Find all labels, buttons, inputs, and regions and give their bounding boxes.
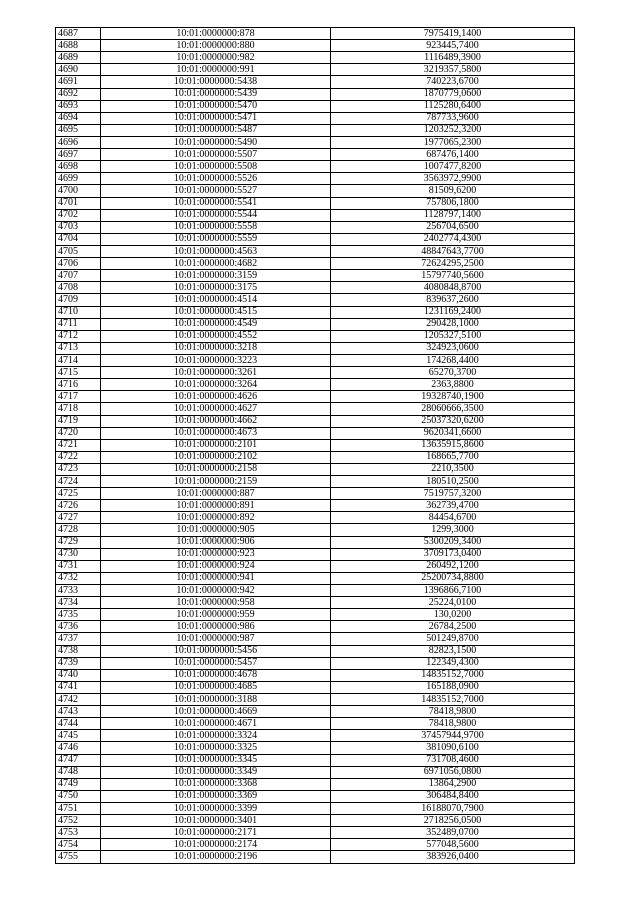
table-row xyxy=(56,28,575,40)
cadastral-value: 14835152,7000 xyxy=(331,669,575,681)
cadastral-value: 757806,1800 xyxy=(331,197,575,209)
cadastral-value: 165188,0900 xyxy=(331,681,575,693)
cadastral-value: 577048,5600 xyxy=(331,839,575,851)
row-number: 4731 xyxy=(56,560,101,572)
row-number: 4745 xyxy=(56,730,101,742)
table-row xyxy=(56,233,575,245)
row-number: 4728 xyxy=(56,524,101,536)
cadastral-number: 10:01:0000000:3223 xyxy=(101,354,331,366)
cadastral-number: 10:01:0000000:4549 xyxy=(101,318,331,330)
cadastral-value: 25037320,6200 xyxy=(331,415,575,427)
cadastral-number: 10:01:0000000:5544 xyxy=(101,209,331,221)
table-row xyxy=(56,488,575,500)
cadastral-value: 2402774,4300 xyxy=(331,233,575,245)
row-number: 4748 xyxy=(56,766,101,778)
table-row xyxy=(56,100,575,112)
row-number: 4708 xyxy=(56,282,101,294)
table-row xyxy=(56,318,575,330)
row-number: 4734 xyxy=(56,597,101,609)
row-number: 4739 xyxy=(56,657,101,669)
row-number: 4695 xyxy=(56,124,101,136)
cadastral-value: 362739,4700 xyxy=(331,500,575,512)
row-number: 4713 xyxy=(56,342,101,354)
row-number: 4694 xyxy=(56,112,101,124)
cadastral-number: 10:01:0000000:4552 xyxy=(101,330,331,342)
table-row xyxy=(56,306,575,318)
cadastral-value: 687476,1400 xyxy=(331,149,575,161)
row-number: 4691 xyxy=(56,76,101,88)
row-number: 4726 xyxy=(56,500,101,512)
row-number: 4746 xyxy=(56,742,101,754)
row-number: 4747 xyxy=(56,754,101,766)
cadastral-number: 10:01:0000000:982 xyxy=(101,52,331,64)
cadastral-number: 10:01:0000000:3369 xyxy=(101,790,331,802)
row-number: 4725 xyxy=(56,488,101,500)
cadastral-value: 290428,1000 xyxy=(331,318,575,330)
row-number: 4741 xyxy=(56,681,101,693)
table-row xyxy=(56,451,575,463)
cadastral-value: 787733,9600 xyxy=(331,112,575,124)
row-number: 4714 xyxy=(56,354,101,366)
row-number: 4693 xyxy=(56,100,101,112)
cadastral-number: 10:01:0000000:5438 xyxy=(101,76,331,88)
table-row xyxy=(56,657,575,669)
cadastral-number: 10:01:0000000:5558 xyxy=(101,221,331,233)
row-number: 4742 xyxy=(56,694,101,706)
row-number: 4706 xyxy=(56,258,101,270)
row-number: 4733 xyxy=(56,585,101,597)
cadastral-value: 7519757,3200 xyxy=(331,488,575,500)
row-number: 4752 xyxy=(56,815,101,827)
row-number: 4702 xyxy=(56,209,101,221)
row-number: 4715 xyxy=(56,367,101,379)
row-number: 4720 xyxy=(56,427,101,439)
row-number: 4718 xyxy=(56,403,101,415)
cadastral-number: 10:01:0000000:4626 xyxy=(101,391,331,403)
cadastral-number: 10:01:0000000:2174 xyxy=(101,839,331,851)
row-number: 4721 xyxy=(56,439,101,451)
cadastral-value: 15797740,5600 xyxy=(331,270,575,282)
table-row xyxy=(56,282,575,294)
cadastral-number: 10:01:0000000:5541 xyxy=(101,197,331,209)
table-row xyxy=(56,645,575,657)
cadastral-value: 3563972,9900 xyxy=(331,173,575,185)
table-body xyxy=(56,28,575,864)
row-number: 4755 xyxy=(56,851,101,863)
cadastral-number: 10:01:0000000:923 xyxy=(101,548,331,560)
cadastral-value: 9620341,6600 xyxy=(331,427,575,439)
row-number: 4740 xyxy=(56,669,101,681)
cadastral-value: 306484,8400 xyxy=(331,790,575,802)
cadastral-number: 10:01:0000000:5457 xyxy=(101,657,331,669)
row-number: 4703 xyxy=(56,221,101,233)
table-row xyxy=(56,354,575,366)
cadastral-number: 10:01:0000000:880 xyxy=(101,40,331,52)
row-number: 4688 xyxy=(56,40,101,52)
table-row xyxy=(56,839,575,851)
row-number: 4692 xyxy=(56,88,101,100)
cadastral-number: 10:01:0000000:892 xyxy=(101,512,331,524)
cadastral-number: 10:01:0000000:2196 xyxy=(101,851,331,863)
table-row xyxy=(56,463,575,475)
row-number: 4729 xyxy=(56,536,101,548)
cadastral-number: 10:01:0000000:3349 xyxy=(101,766,331,778)
cadastral-value: 19328740,1900 xyxy=(331,391,575,403)
row-number: 4753 xyxy=(56,827,101,839)
cadastral-number: 10:01:0000000:891 xyxy=(101,500,331,512)
table-row xyxy=(56,536,575,548)
row-number: 4704 xyxy=(56,233,101,245)
table-row xyxy=(56,585,575,597)
cadastral-value: 81509,6200 xyxy=(331,185,575,197)
table-row xyxy=(56,209,575,221)
cadastral-number: 10:01:0000000:3345 xyxy=(101,754,331,766)
table-row xyxy=(56,500,575,512)
table-row xyxy=(56,669,575,681)
row-number: 4738 xyxy=(56,645,101,657)
cadastral-value: 1396866,7100 xyxy=(331,585,575,597)
cadastral-value: 1125280,6400 xyxy=(331,100,575,112)
row-number: 4750 xyxy=(56,790,101,802)
cadastral-value: 25200734,8800 xyxy=(331,572,575,584)
cadastral-value: 740223,6700 xyxy=(331,76,575,88)
table-row xyxy=(56,136,575,148)
cadastral-value: 923445,7400 xyxy=(331,40,575,52)
row-number: 4697 xyxy=(56,149,101,161)
cadastral-number: 10:01:0000000:2159 xyxy=(101,476,331,488)
cadastral-number: 10:01:0000000:3218 xyxy=(101,342,331,354)
cadastral-value: 2210,3500 xyxy=(331,463,575,475)
cadastral-number: 10:01:0000000:5490 xyxy=(101,136,331,148)
table-row xyxy=(56,173,575,185)
table-row xyxy=(56,706,575,718)
cadastral-number: 10:01:0000000:878 xyxy=(101,28,331,40)
cadastral-value: 26784,2500 xyxy=(331,621,575,633)
cadastral-value: 5300209,3400 xyxy=(331,536,575,548)
cadastral-number: 10:01:0000000:5526 xyxy=(101,173,331,185)
row-number: 4732 xyxy=(56,572,101,584)
cadastral-value: 122349,4300 xyxy=(331,657,575,669)
table-row xyxy=(56,258,575,270)
cadastral-value: 82823,1500 xyxy=(331,645,575,657)
row-number: 4712 xyxy=(56,330,101,342)
table-row xyxy=(56,403,575,415)
cadastral-value: 324923,0600 xyxy=(331,342,575,354)
row-number: 4743 xyxy=(56,706,101,718)
cadastral-number: 10:01:0000000:5527 xyxy=(101,185,331,197)
table-row xyxy=(56,548,575,560)
table-row xyxy=(56,197,575,209)
cadastral-number: 10:01:0000000:3175 xyxy=(101,282,331,294)
table-row xyxy=(56,609,575,621)
table-row xyxy=(56,270,575,282)
table-row xyxy=(56,621,575,633)
cadastral-value: 6971056,0800 xyxy=(331,766,575,778)
cadastral-number: 10:01:0000000:2158 xyxy=(101,463,331,475)
table-row xyxy=(56,718,575,730)
cadastral-value: 1116489,3900 xyxy=(331,52,575,64)
row-number: 4700 xyxy=(56,185,101,197)
row-number: 4722 xyxy=(56,451,101,463)
cadastral-value: 1205327,5100 xyxy=(331,330,575,342)
cadastral-value: 174268,4400 xyxy=(331,354,575,366)
cadastral-number: 10:01:0000000:3368 xyxy=(101,778,331,790)
cadastral-number: 10:01:0000000:4627 xyxy=(101,403,331,415)
cadastral-number: 10:01:0000000:924 xyxy=(101,560,331,572)
row-number: 4749 xyxy=(56,778,101,790)
table-row xyxy=(56,572,575,584)
cadastral-number: 10:01:0000000:4671 xyxy=(101,718,331,730)
table-row xyxy=(56,161,575,173)
cadastral-value: 16188070,7900 xyxy=(331,803,575,815)
cadastral-number: 10:01:0000000:941 xyxy=(101,572,331,584)
cadastral-number: 10:01:0000000:4563 xyxy=(101,245,331,257)
table-row xyxy=(56,415,575,427)
table-row xyxy=(56,694,575,706)
cadastral-number: 10:01:0000000:5439 xyxy=(101,88,331,100)
table-row xyxy=(56,221,575,233)
table-row xyxy=(56,790,575,802)
table-row xyxy=(56,379,575,391)
table-row xyxy=(56,52,575,64)
cadastral-number: 10:01:0000000:4514 xyxy=(101,294,331,306)
cadastral-number: 10:01:0000000:4515 xyxy=(101,306,331,318)
cadastral-value: 260492,1200 xyxy=(331,560,575,572)
table-row xyxy=(56,439,575,451)
cadastral-number: 10:01:0000000:3399 xyxy=(101,803,331,815)
cadastral-number: 10:01:0000000:4669 xyxy=(101,706,331,718)
row-number: 4736 xyxy=(56,621,101,633)
cadastral-number: 10:01:0000000:906 xyxy=(101,536,331,548)
cadastral-number: 10:01:0000000:986 xyxy=(101,621,331,633)
table-row xyxy=(56,185,575,197)
cadastral-value: 25224,0100 xyxy=(331,597,575,609)
cadastral-value: 4080848,8700 xyxy=(331,282,575,294)
table-row xyxy=(56,524,575,536)
cadastral-number: 10:01:0000000:5507 xyxy=(101,149,331,161)
cadastral-value: 84454,6700 xyxy=(331,512,575,524)
table-row xyxy=(56,730,575,742)
table-row xyxy=(56,367,575,379)
row-number: 4735 xyxy=(56,609,101,621)
cadastral-number: 10:01:0000000:3324 xyxy=(101,730,331,742)
cadastral-value: 256704,6500 xyxy=(331,221,575,233)
table-row xyxy=(56,803,575,815)
cadastral-value: 48847643,7700 xyxy=(331,245,575,257)
cadastral-value: 72624295,2500 xyxy=(331,258,575,270)
cadastral-value: 1231169,2400 xyxy=(331,306,575,318)
table-row xyxy=(56,112,575,124)
cadastral-number: 10:01:0000000:2171 xyxy=(101,827,331,839)
cadastral-value: 78418,9800 xyxy=(331,706,575,718)
row-number: 4730 xyxy=(56,548,101,560)
table-row xyxy=(56,766,575,778)
cadastral-value: 37457944,9700 xyxy=(331,730,575,742)
table-row xyxy=(56,851,575,863)
row-number: 4716 xyxy=(56,379,101,391)
cadastral-number: 10:01:0000000:5470 xyxy=(101,100,331,112)
table-row xyxy=(56,124,575,136)
cadastral-number: 10:01:0000000:5456 xyxy=(101,645,331,657)
table-row xyxy=(56,88,575,100)
cadastral-value: 839637,2600 xyxy=(331,294,575,306)
table-row xyxy=(56,681,575,693)
row-number: 4687 xyxy=(56,28,101,40)
row-number: 4727 xyxy=(56,512,101,524)
cadastral-value: 1203252,3200 xyxy=(331,124,575,136)
cadastral-value: 1870779,0600 xyxy=(331,88,575,100)
cadastral-value: 1128797,1400 xyxy=(331,209,575,221)
cadastral-value: 180510,2500 xyxy=(331,476,575,488)
cadastral-number: 10:01:0000000:3261 xyxy=(101,367,331,379)
cadastral-number: 10:01:0000000:2102 xyxy=(101,451,331,463)
row-number: 4723 xyxy=(56,463,101,475)
table-row xyxy=(56,330,575,342)
cadastral-value: 383926,0400 xyxy=(331,851,575,863)
row-number: 4754 xyxy=(56,839,101,851)
cadastral-value-table xyxy=(55,27,575,864)
table-row xyxy=(56,754,575,766)
row-number: 4701 xyxy=(56,197,101,209)
cadastral-value: 13635915,8600 xyxy=(331,439,575,451)
cadastral-number: 10:01:0000000:4685 xyxy=(101,681,331,693)
cadastral-value: 3709173,0400 xyxy=(331,548,575,560)
cadastral-number: 10:01:0000000:5471 xyxy=(101,112,331,124)
row-number: 4737 xyxy=(56,633,101,645)
row-number: 4705 xyxy=(56,245,101,257)
row-number: 4744 xyxy=(56,718,101,730)
row-number: 4689 xyxy=(56,52,101,64)
row-number: 4698 xyxy=(56,161,101,173)
cadastral-number: 10:01:0000000:4673 xyxy=(101,427,331,439)
row-number: 4707 xyxy=(56,270,101,282)
cadastral-number: 10:01:0000000:5559 xyxy=(101,233,331,245)
cadastral-number: 10:01:0000000:991 xyxy=(101,64,331,76)
cadastral-value: 352489,0700 xyxy=(331,827,575,839)
table-row xyxy=(56,294,575,306)
cadastral-number: 10:01:0000000:4682 xyxy=(101,258,331,270)
row-number: 4711 xyxy=(56,318,101,330)
row-number: 4696 xyxy=(56,136,101,148)
row-number: 4717 xyxy=(56,391,101,403)
cadastral-value: 3219357,5800 xyxy=(331,64,575,76)
cadastral-value: 28060666,3500 xyxy=(331,403,575,415)
table-row xyxy=(56,827,575,839)
cadastral-value: 1977065,2300 xyxy=(331,136,575,148)
table-row xyxy=(56,391,575,403)
cadastral-value: 2363,8800 xyxy=(331,379,575,391)
table-row xyxy=(56,149,575,161)
table-row xyxy=(56,512,575,524)
cadastral-value: 14835152,7000 xyxy=(331,694,575,706)
cadastral-value: 13864,2900 xyxy=(331,778,575,790)
cadastral-number: 10:01:0000000:3325 xyxy=(101,742,331,754)
table-row xyxy=(56,40,575,52)
table-row xyxy=(56,342,575,354)
cadastral-value: 1007477,8200 xyxy=(331,161,575,173)
cadastral-number: 10:01:0000000:3188 xyxy=(101,694,331,706)
cadastral-number: 10:01:0000000:2101 xyxy=(101,439,331,451)
cadastral-value: 78418,9800 xyxy=(331,718,575,730)
cadastral-value: 7975419,1400 xyxy=(331,28,575,40)
table-row xyxy=(56,742,575,754)
table-row xyxy=(56,76,575,88)
cadastral-number: 10:01:0000000:3401 xyxy=(101,815,331,827)
cadastral-value: 381090,6100 xyxy=(331,742,575,754)
table-row xyxy=(56,427,575,439)
cadastral-number: 10:01:0000000:3159 xyxy=(101,270,331,282)
table-row xyxy=(56,476,575,488)
table-row xyxy=(56,778,575,790)
table-row xyxy=(56,560,575,572)
cadastral-value: 1299,3000 xyxy=(331,524,575,536)
cadastral-number: 10:01:0000000:4662 xyxy=(101,415,331,427)
cadastral-value: 65270,3700 xyxy=(331,367,575,379)
cadastral-number: 10:01:0000000:887 xyxy=(101,488,331,500)
cadastral-value: 2718256,0500 xyxy=(331,815,575,827)
table-row xyxy=(56,815,575,827)
row-number: 4719 xyxy=(56,415,101,427)
row-number: 4690 xyxy=(56,64,101,76)
row-number: 4724 xyxy=(56,476,101,488)
cadastral-value: 501249,8700 xyxy=(331,633,575,645)
cadastral-number: 10:01:0000000:3264 xyxy=(101,379,331,391)
cadastral-value: 168665,7700 xyxy=(331,451,575,463)
cadastral-number: 10:01:0000000:958 xyxy=(101,597,331,609)
table-row xyxy=(56,64,575,76)
row-number: 4751 xyxy=(56,803,101,815)
table-row xyxy=(56,245,575,257)
cadastral-value: 731708,4600 xyxy=(331,754,575,766)
table-row xyxy=(56,597,575,609)
table-row xyxy=(56,633,575,645)
cadastral-number: 10:01:0000000:987 xyxy=(101,633,331,645)
row-number: 4699 xyxy=(56,173,101,185)
cadastral-number: 10:01:0000000:942 xyxy=(101,585,331,597)
cadastral-number: 10:01:0000000:5508 xyxy=(101,161,331,173)
cadastral-number: 10:01:0000000:4678 xyxy=(101,669,331,681)
row-number: 4709 xyxy=(56,294,101,306)
cadastral-number: 10:01:0000000:905 xyxy=(101,524,331,536)
row-number: 4710 xyxy=(56,306,101,318)
cadastral-number: 10:01:0000000:959 xyxy=(101,609,331,621)
cadastral-number: 10:01:0000000:5487 xyxy=(101,124,331,136)
cadastral-value: 130,0200 xyxy=(331,609,575,621)
